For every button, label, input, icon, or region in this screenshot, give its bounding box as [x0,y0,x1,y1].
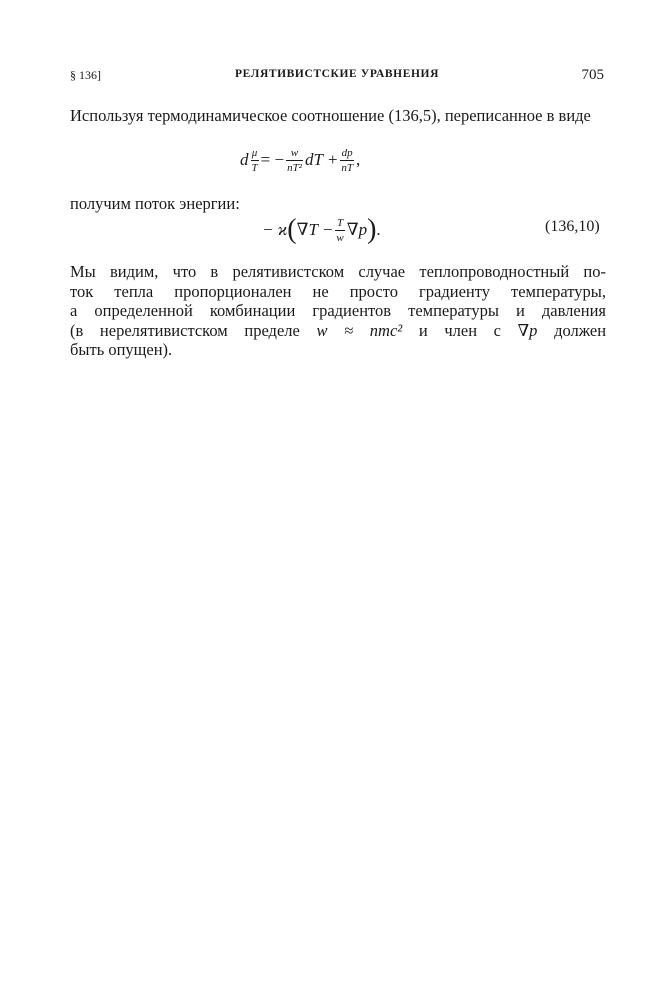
formula2-close-paren: ) [367,214,377,245]
formula2-f-den: w [336,231,344,244]
formula1-t1-tail: dT + [304,150,339,169]
fraction-bar [340,160,354,161]
formula1-t2-den: nT [341,161,353,174]
formula1-t1-num: w [290,146,299,159]
equation-number: (136,10) [545,218,600,235]
formula-energy-flux [262,212,381,248]
line4-text-b: и член с [418,320,501,340]
formula2-lead: − ϰ [262,220,288,239]
conclusion-line-3: а определенной комбинации градиентов температуры и давления [70,301,606,320]
paragraph-conclusion [70,262,606,360]
formula-thermo-relation [240,142,360,178]
fraction-bar [286,160,303,161]
line4-text-c: должен [554,320,607,340]
formula2-grad-t: ∇T − [296,220,334,239]
formula1-t1-den: nT² [287,161,302,174]
formula2-grad-p: ∇p [346,220,368,239]
formula1-end: , [355,150,361,169]
running-title: РЕЛЯТИВИСТСКИЕ УРАВНЕНИЯ [235,68,439,80]
formula2-open-paren: ( [287,214,297,245]
fraction-bar [251,160,259,161]
formula1-term2-fraction [340,147,354,174]
conclusion-line-5: быть опущен). [70,340,173,359]
formula1-equals: = − [260,150,285,169]
paragraph-intro: Используя термодинамическое соотношение (136,5), переписанное в виде [70,106,591,125]
line4-math-w: w ≈ nmc² [316,320,403,340]
formula1-lhs-num: μ [251,146,258,159]
formula2-f-num: T [336,216,344,229]
formula2-end: . [376,220,381,239]
formula2-fraction [335,217,344,244]
line4-text-a: (в нерелятивистском пределе [70,320,300,340]
formula1-lhs-den: T [251,161,258,174]
formula1-t2-num: dp [341,146,353,159]
running-head [70,68,604,86]
conclusion-line-1: Мы видим, что в релятивистском случае теплопроводностный по- [70,262,606,281]
formula1-lhs-fraction [251,147,259,174]
formula1-term1-fraction [286,147,303,174]
conclusion-line-4 [70,321,606,341]
fraction-bar [335,230,344,231]
line4-math-gradp: ∇p [517,320,538,340]
formula1-d: d [240,150,249,169]
section-ref: § 136] [70,68,101,82]
conclusion-line-2: ток тепла пропорционален не просто градиенту температуры, [70,281,606,301]
paragraph-energy-flux: получим поток энергии: [70,194,240,213]
page-number: 705 [581,67,604,83]
